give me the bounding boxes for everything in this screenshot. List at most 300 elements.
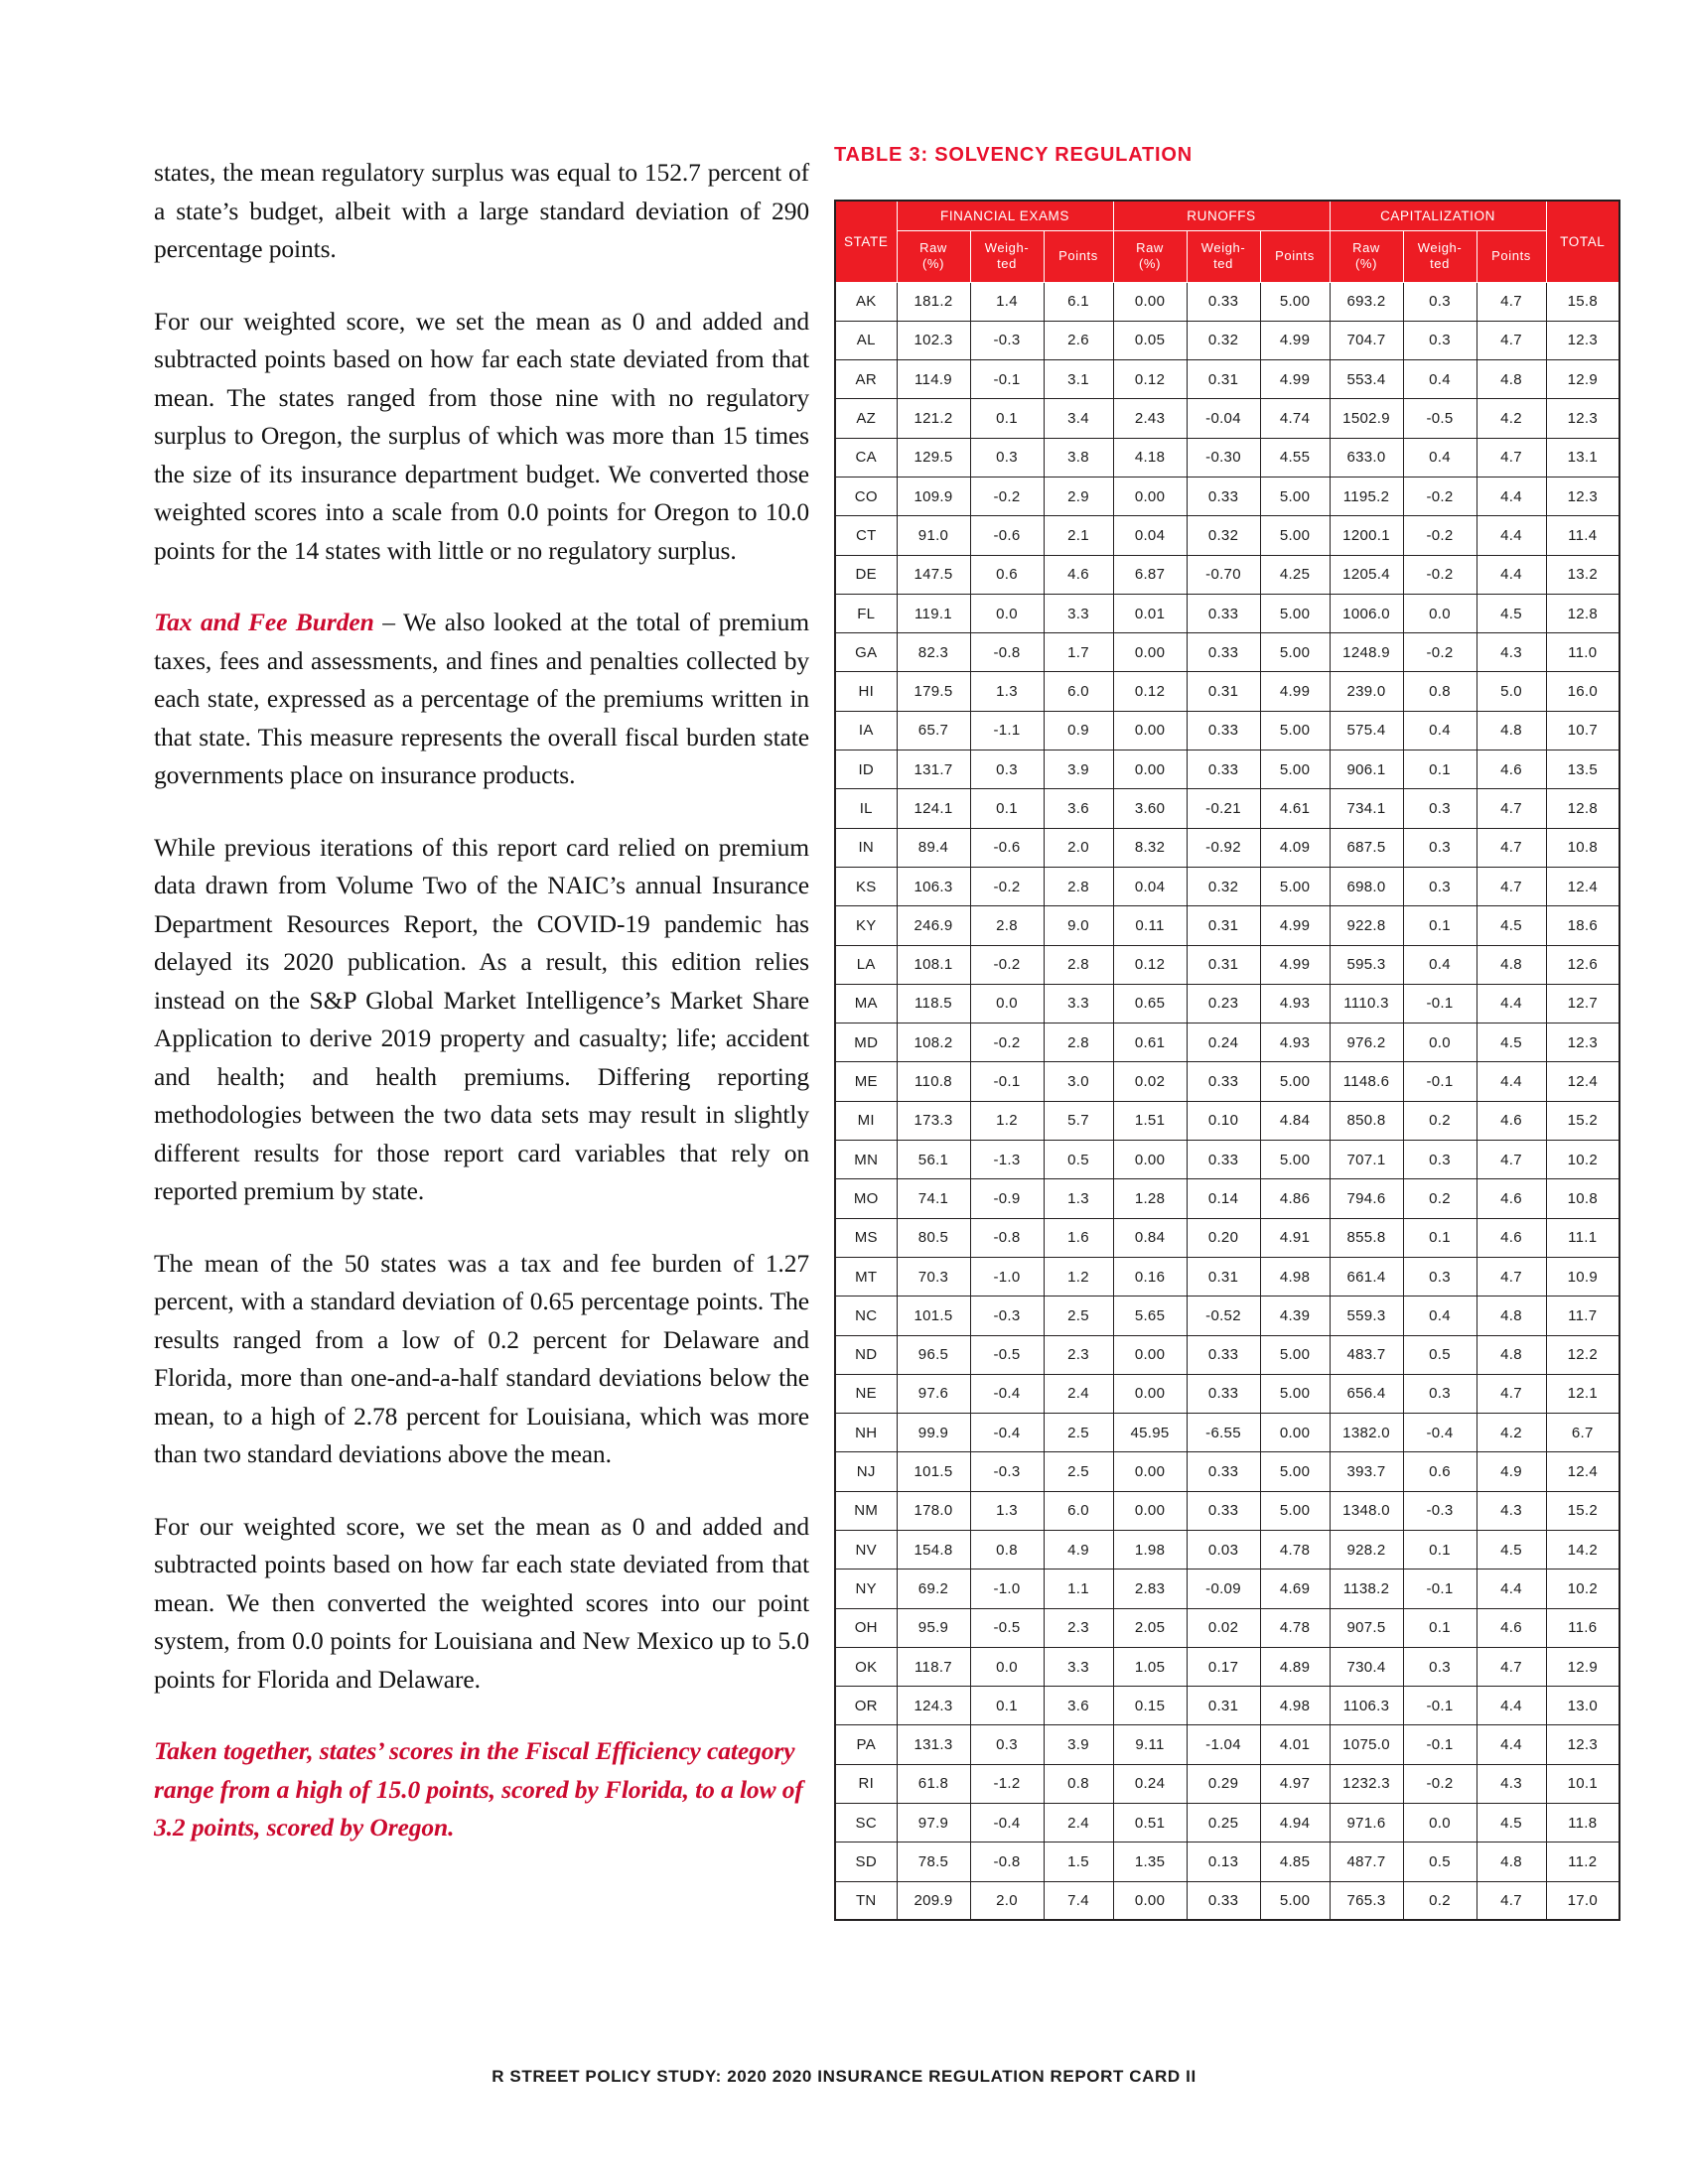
cell-total: 11.6 xyxy=(1546,1608,1619,1647)
cell-ro-weighted: 0.33 xyxy=(1187,1062,1260,1101)
cell-fe-raw: 124.3 xyxy=(897,1687,970,1725)
cell-state: NH xyxy=(835,1414,897,1452)
cell-total: 14.2 xyxy=(1546,1531,1619,1570)
cell-ro-raw: 2.05 xyxy=(1113,1608,1187,1647)
cell-fe-points: 2.3 xyxy=(1044,1608,1113,1647)
cell-fe-weighted: 0.3 xyxy=(970,751,1044,789)
cell-state: PA xyxy=(835,1725,897,1764)
cell-total: 15.2 xyxy=(1546,1101,1619,1140)
cell-state: GA xyxy=(835,633,897,672)
cell-cap-raw: 1348.0 xyxy=(1330,1491,1403,1530)
cell-cap-weighted: -0.2 xyxy=(1403,1764,1477,1803)
cell-cap-weighted: -0.3 xyxy=(1403,1491,1477,1530)
paragraph-1: states, the mean regulatory surplus was equal to 152.7 percent of a state’s budget, albeit with a large standard deviation of 290 percentage points. xyxy=(154,158,809,263)
cell-ro-raw: 0.65 xyxy=(1113,984,1187,1023)
table-row xyxy=(835,711,1619,750)
table-header xyxy=(835,201,1619,282)
cell-fe-weighted: -0.2 xyxy=(970,1024,1044,1062)
cell-fe-points: 1.1 xyxy=(1044,1570,1113,1608)
cell-cap-raw: 707.1 xyxy=(1330,1141,1403,1179)
cell-state: OK xyxy=(835,1647,897,1686)
cell-ro-points: 4.98 xyxy=(1260,1687,1330,1725)
cell-ro-weighted: -0.30 xyxy=(1187,438,1260,477)
cell-state: NY xyxy=(835,1570,897,1608)
table-row xyxy=(835,1179,1619,1218)
cell-ro-points: 4.93 xyxy=(1260,984,1330,1023)
cell-fe-raw: 91.0 xyxy=(897,516,970,555)
cell-fe-weighted: -0.4 xyxy=(970,1804,1044,1843)
table-row xyxy=(835,477,1619,515)
cell-cap-raw: 693.2 xyxy=(1330,282,1403,321)
cell-state: AL xyxy=(835,321,897,359)
cell-total: 13.5 xyxy=(1546,751,1619,789)
cell-ro-points: 5.00 xyxy=(1260,282,1330,321)
table-row xyxy=(835,282,1619,321)
cell-ro-raw: 1.28 xyxy=(1113,1179,1187,1218)
cell-fe-weighted: 2.0 xyxy=(970,1881,1044,1920)
cell-ro-raw: 1.35 xyxy=(1113,1843,1187,1881)
cell-fe-points: 2.4 xyxy=(1044,1804,1113,1843)
cell-fe-weighted: 0.0 xyxy=(970,984,1044,1023)
cell-total: 10.7 xyxy=(1546,711,1619,750)
cell-cap-raw: 698.0 xyxy=(1330,867,1403,905)
cell-total: 12.2 xyxy=(1546,1335,1619,1374)
column-group-runoffs: RUNOFFS xyxy=(1113,201,1330,230)
cell-total: 17.0 xyxy=(1546,1881,1619,1920)
cell-fe-points: 0.5 xyxy=(1044,1141,1113,1179)
cell-cap-points: 4.4 xyxy=(1477,1725,1546,1764)
cell-fe-weighted: -0.8 xyxy=(970,1218,1044,1257)
cell-total: 6.7 xyxy=(1546,1414,1619,1452)
cell-cap-points: 4.3 xyxy=(1477,1491,1546,1530)
cell-fe-points: 3.0 xyxy=(1044,1062,1113,1101)
cell-total: 12.3 xyxy=(1546,1024,1619,1062)
cell-fe-points: 6.1 xyxy=(1044,282,1113,321)
cell-ro-weighted: 0.33 xyxy=(1187,477,1260,515)
cell-fe-weighted: 0.0 xyxy=(970,1647,1044,1686)
cell-fe-raw: 99.9 xyxy=(897,1414,970,1452)
cell-ro-weighted: -1.04 xyxy=(1187,1725,1260,1764)
cell-ro-weighted: 0.29 xyxy=(1187,1764,1260,1803)
table-row xyxy=(835,1608,1619,1647)
cell-ro-weighted: 0.33 xyxy=(1187,1374,1260,1413)
cell-fe-points: 2.8 xyxy=(1044,945,1113,984)
cell-ro-weighted: 0.24 xyxy=(1187,1024,1260,1062)
cell-fe-weighted: -0.3 xyxy=(970,321,1044,359)
cell-cap-raw: 1195.2 xyxy=(1330,477,1403,515)
cell-cap-weighted: 0.2 xyxy=(1403,1881,1477,1920)
cell-cap-points: 4.8 xyxy=(1477,1843,1546,1881)
cell-ro-points: 5.00 xyxy=(1260,1335,1330,1374)
table-row xyxy=(835,516,1619,555)
cell-ro-raw: 0.04 xyxy=(1113,867,1187,905)
cell-fe-raw: 118.5 xyxy=(897,984,970,1023)
cell-ro-points: 0.00 xyxy=(1260,1414,1330,1452)
cell-total: 11.7 xyxy=(1546,1297,1619,1335)
cell-ro-weighted: 0.33 xyxy=(1187,1491,1260,1530)
cell-cap-points: 4.2 xyxy=(1477,399,1546,438)
cell-fe-raw: 131.3 xyxy=(897,1725,970,1764)
cell-fe-points: 1.2 xyxy=(1044,1257,1113,1296)
cell-state: SD xyxy=(835,1843,897,1881)
cell-fe-points: 6.0 xyxy=(1044,1491,1113,1530)
cell-cap-weighted: 0.3 xyxy=(1403,828,1477,867)
cell-fe-weighted: 0.3 xyxy=(970,1725,1044,1764)
cell-fe-weighted: -1.0 xyxy=(970,1570,1044,1608)
cell-state: SC xyxy=(835,1804,897,1843)
cell-state: ND xyxy=(835,1335,897,1374)
cell-total: 12.4 xyxy=(1546,1062,1619,1101)
cell-total: 12.1 xyxy=(1546,1374,1619,1413)
column-group-capitalization: CAPITALIZATION xyxy=(1330,201,1546,230)
cell-fe-raw: 95.9 xyxy=(897,1608,970,1647)
cell-fe-points: 3.3 xyxy=(1044,594,1113,632)
cell-cap-points: 4.5 xyxy=(1477,906,1546,945)
cell-state: ID xyxy=(835,751,897,789)
cell-ro-weighted: 0.31 xyxy=(1187,1687,1260,1725)
cell-fe-weighted: -0.2 xyxy=(970,867,1044,905)
cell-fe-weighted: -1.2 xyxy=(970,1764,1044,1803)
cell-fe-raw: 101.5 xyxy=(897,1297,970,1335)
cell-ro-weighted: 0.33 xyxy=(1187,711,1260,750)
cell-fe-raw: 89.4 xyxy=(897,828,970,867)
cell-cap-weighted: 0.1 xyxy=(1403,1218,1477,1257)
cell-ro-points: 4.78 xyxy=(1260,1608,1330,1647)
paragraph-6: For our weighted score, we set the mean as 0 and added and subtracted points based on how far each state deviated from that mean. We then converted the weighted scores into our point system, from 0.0 points for Louisiana and New Mexico up to 5.0 points for Florida and Delaware. xyxy=(154,1511,809,1694)
cell-cap-points: 4.7 xyxy=(1477,438,1546,477)
cell-cap-raw: 633.0 xyxy=(1330,438,1403,477)
cell-fe-weighted: 0.0 xyxy=(970,594,1044,632)
cell-fe-raw: 114.9 xyxy=(897,360,970,399)
cell-total: 12.7 xyxy=(1546,984,1619,1023)
cell-ro-raw: 0.51 xyxy=(1113,1804,1187,1843)
cell-cap-raw: 850.8 xyxy=(1330,1101,1403,1140)
cell-total: 12.9 xyxy=(1546,360,1619,399)
cell-ro-raw: 0.12 xyxy=(1113,360,1187,399)
table-row xyxy=(835,1374,1619,1413)
column-header-ro-weighted: Weigh- ted xyxy=(1187,230,1260,282)
cell-ro-weighted: 0.14 xyxy=(1187,1179,1260,1218)
column-header-cap-points: Points xyxy=(1477,230,1546,282)
cell-ro-points: 5.00 xyxy=(1260,1141,1330,1179)
cell-cap-weighted: 0.3 xyxy=(1403,1141,1477,1179)
cell-fe-points: 9.0 xyxy=(1044,906,1113,945)
cell-fe-points: 3.8 xyxy=(1044,438,1113,477)
cell-ro-points: 5.00 xyxy=(1260,633,1330,672)
cell-fe-points: 2.8 xyxy=(1044,1024,1113,1062)
cell-total: 13.0 xyxy=(1546,1687,1619,1725)
cell-fe-raw: 118.7 xyxy=(897,1647,970,1686)
cell-fe-weighted: -0.4 xyxy=(970,1374,1044,1413)
cell-fe-raw: 69.2 xyxy=(897,1570,970,1608)
cell-ro-weighted: -0.21 xyxy=(1187,789,1260,828)
cell-ro-points: 4.84 xyxy=(1260,1101,1330,1140)
cell-fe-raw: 173.3 xyxy=(897,1101,970,1140)
cell-fe-raw: 82.3 xyxy=(897,633,970,672)
cell-cap-weighted: 0.1 xyxy=(1403,1608,1477,1647)
cell-fe-weighted: -0.5 xyxy=(970,1335,1044,1374)
cell-cap-raw: 704.7 xyxy=(1330,321,1403,359)
cell-cap-raw: 906.1 xyxy=(1330,751,1403,789)
cell-fe-raw: 246.9 xyxy=(897,906,970,945)
column-header-state: STATE xyxy=(835,201,897,282)
cell-cap-weighted: -0.1 xyxy=(1403,1725,1477,1764)
cell-cap-weighted: 0.5 xyxy=(1403,1335,1477,1374)
table-row xyxy=(835,751,1619,789)
cell-total: 12.3 xyxy=(1546,477,1619,515)
cell-ro-points: 4.89 xyxy=(1260,1647,1330,1686)
cell-ro-points: 4.01 xyxy=(1260,1725,1330,1764)
cell-cap-raw: 794.6 xyxy=(1330,1179,1403,1218)
cell-ro-weighted: 0.33 xyxy=(1187,594,1260,632)
cell-cap-weighted: 0.4 xyxy=(1403,360,1477,399)
cell-state: OH xyxy=(835,1608,897,1647)
cell-fe-raw: 61.8 xyxy=(897,1764,970,1803)
solvency-regulation-table xyxy=(834,200,1620,1921)
cell-ro-raw: 0.00 xyxy=(1113,477,1187,515)
cell-total: 10.8 xyxy=(1546,828,1619,867)
cell-ro-weighted: 0.33 xyxy=(1187,751,1260,789)
cell-cap-weighted: -0.1 xyxy=(1403,984,1477,1023)
cell-total: 10.2 xyxy=(1546,1141,1619,1179)
cell-total: 11.0 xyxy=(1546,633,1619,672)
cell-ro-points: 5.00 xyxy=(1260,1452,1330,1491)
cell-state: HI xyxy=(835,672,897,711)
cell-fe-raw: 109.9 xyxy=(897,477,970,515)
cell-fe-points: 6.0 xyxy=(1044,672,1113,711)
cell-state: MA xyxy=(835,984,897,1023)
cell-total: 16.0 xyxy=(1546,672,1619,711)
cell-cap-weighted: -0.5 xyxy=(1403,399,1477,438)
cell-cap-raw: 483.7 xyxy=(1330,1335,1403,1374)
cell-fe-points: 3.3 xyxy=(1044,984,1113,1023)
cell-fe-points: 3.1 xyxy=(1044,360,1113,399)
cell-ro-raw: 0.01 xyxy=(1113,594,1187,632)
cell-ro-points: 4.86 xyxy=(1260,1179,1330,1218)
cell-total: 18.6 xyxy=(1546,906,1619,945)
cell-cap-weighted: -0.1 xyxy=(1403,1062,1477,1101)
cell-cap-points: 4.7 xyxy=(1477,867,1546,905)
cell-state: ME xyxy=(835,1062,897,1101)
cell-ro-raw: 0.84 xyxy=(1113,1218,1187,1257)
cell-total: 10.2 xyxy=(1546,1570,1619,1608)
paragraph-2: For our weighted score, we set the mean as 0 and added and subtracted points based on how far each state deviated from that mean. The states ranged from those nine with no regulatory surplus to Oregon, the surplus of which was more than 15 times the size of its insurance department budget. We converted those weighted scores into a scale from 0.0 points for Oregon to 10.0 points for the 14 states with little or no regulatory surplus. xyxy=(154,306,809,565)
cell-state: OR xyxy=(835,1687,897,1725)
cell-fe-weighted: -0.3 xyxy=(970,1452,1044,1491)
table-row xyxy=(835,1531,1619,1570)
cell-total: 13.2 xyxy=(1546,555,1619,594)
table-row xyxy=(835,1062,1619,1101)
cell-ro-raw: 0.00 xyxy=(1113,1452,1187,1491)
cell-fe-points: 2.5 xyxy=(1044,1414,1113,1452)
cell-ro-points: 4.85 xyxy=(1260,1843,1330,1881)
cell-ro-raw: 0.00 xyxy=(1113,1141,1187,1179)
cell-total: 15.8 xyxy=(1546,282,1619,321)
cell-fe-raw: 97.9 xyxy=(897,1804,970,1843)
cell-ro-raw: 0.12 xyxy=(1113,945,1187,984)
cell-state: MO xyxy=(835,1179,897,1218)
cell-fe-raw: 179.5 xyxy=(897,672,970,711)
cell-cap-points: 4.4 xyxy=(1477,516,1546,555)
cell-cap-points: 4.6 xyxy=(1477,1101,1546,1140)
table-row xyxy=(835,1024,1619,1062)
column-header-total: TOTAL xyxy=(1546,201,1619,282)
cell-ro-raw: 1.05 xyxy=(1113,1647,1187,1686)
cell-cap-raw: 1138.2 xyxy=(1330,1570,1403,1608)
table-row xyxy=(835,789,1619,828)
cell-ro-points: 4.91 xyxy=(1260,1218,1330,1257)
cell-fe-raw: 131.7 xyxy=(897,751,970,789)
cell-ro-points: 5.00 xyxy=(1260,477,1330,515)
cell-ro-weighted: 0.31 xyxy=(1187,906,1260,945)
cell-cap-raw: 1205.4 xyxy=(1330,555,1403,594)
cell-cap-weighted: 0.8 xyxy=(1403,672,1477,711)
page-footer: R STREET POLICY STUDY: 2020 2020 INSURANCE REGULATION REPORT CARD II xyxy=(492,2067,1196,2086)
cell-ro-raw: 0.24 xyxy=(1113,1764,1187,1803)
cell-ro-points: 5.00 xyxy=(1260,1062,1330,1101)
cell-total: 12.3 xyxy=(1546,399,1619,438)
cell-cap-weighted: -0.2 xyxy=(1403,555,1477,594)
cell-state: CA xyxy=(835,438,897,477)
cell-total: 12.3 xyxy=(1546,321,1619,359)
cell-ro-weighted: 0.02 xyxy=(1187,1608,1260,1647)
table-row xyxy=(835,1764,1619,1803)
table-row xyxy=(835,1335,1619,1374)
cell-ro-weighted: 0.31 xyxy=(1187,672,1260,711)
cell-ro-raw: 0.00 xyxy=(1113,282,1187,321)
fiscal-efficiency-summary-note: Taken together, states’ scores in the Fiscal Efficiency category range from a high of 15.0 points, scored by Florida, to a low of 3.2 points, scored by Oregon. xyxy=(154,1736,803,1842)
cell-cap-weighted: 0.3 xyxy=(1403,789,1477,828)
cell-fe-raw: 209.9 xyxy=(897,1881,970,1920)
cell-ro-points: 4.99 xyxy=(1260,321,1330,359)
cell-fe-raw: 129.5 xyxy=(897,438,970,477)
cell-fe-points: 1.6 xyxy=(1044,1218,1113,1257)
cell-cap-weighted: -0.1 xyxy=(1403,1570,1477,1608)
cell-fe-points: 2.0 xyxy=(1044,828,1113,867)
cell-ro-points: 5.00 xyxy=(1260,1491,1330,1530)
cell-total: 15.2 xyxy=(1546,1491,1619,1530)
cell-total: 13.1 xyxy=(1546,438,1619,477)
cell-cap-raw: 971.6 xyxy=(1330,1804,1403,1843)
cell-ro-raw: 2.83 xyxy=(1113,1570,1187,1608)
cell-cap-weighted: 0.4 xyxy=(1403,945,1477,984)
cell-ro-raw: 3.60 xyxy=(1113,789,1187,828)
cell-state: MS xyxy=(835,1218,897,1257)
cell-state: NV xyxy=(835,1531,897,1570)
cell-cap-weighted: -0.2 xyxy=(1403,477,1477,515)
cell-ro-weighted: 0.32 xyxy=(1187,321,1260,359)
table-row xyxy=(835,594,1619,632)
cell-cap-points: 4.7 xyxy=(1477,1141,1546,1179)
cell-cap-weighted: 0.6 xyxy=(1403,1452,1477,1491)
cell-ro-weighted: 0.32 xyxy=(1187,516,1260,555)
cell-cap-weighted: -0.4 xyxy=(1403,1414,1477,1452)
cell-cap-raw: 907.5 xyxy=(1330,1608,1403,1647)
cell-fe-weighted: -0.5 xyxy=(970,1608,1044,1647)
cell-cap-points: 4.4 xyxy=(1477,984,1546,1023)
cell-ro-weighted: -0.52 xyxy=(1187,1297,1260,1335)
cell-ro-points: 4.74 xyxy=(1260,399,1330,438)
cell-fe-weighted: -0.6 xyxy=(970,828,1044,867)
cell-ro-points: 4.39 xyxy=(1260,1297,1330,1335)
cell-fe-weighted: 1.3 xyxy=(970,1491,1044,1530)
cell-cap-raw: 661.4 xyxy=(1330,1257,1403,1296)
table-row xyxy=(835,1647,1619,1686)
cell-ro-weighted: 0.25 xyxy=(1187,1804,1260,1843)
cell-state: NJ xyxy=(835,1452,897,1491)
cell-fe-points: 0.9 xyxy=(1044,711,1113,750)
paragraph-3 xyxy=(154,604,809,795)
column-header-ro-points: Points xyxy=(1260,230,1330,282)
cell-ro-points: 4.97 xyxy=(1260,1764,1330,1803)
cell-ro-points: 5.00 xyxy=(1260,711,1330,750)
cell-ro-raw: 0.00 xyxy=(1113,1374,1187,1413)
cell-cap-points: 4.8 xyxy=(1477,360,1546,399)
cell-cap-raw: 734.1 xyxy=(1330,789,1403,828)
column-header-ro-raw: Raw (%) xyxy=(1113,230,1187,282)
table-row xyxy=(835,633,1619,672)
cell-ro-weighted: 0.10 xyxy=(1187,1101,1260,1140)
cell-fe-points: 2.5 xyxy=(1044,1452,1113,1491)
cell-total: 10.8 xyxy=(1546,1179,1619,1218)
cell-cap-points: 4.4 xyxy=(1477,1062,1546,1101)
cell-cap-raw: 1110.3 xyxy=(1330,984,1403,1023)
cell-ro-raw: 1.51 xyxy=(1113,1101,1187,1140)
cell-state: NM xyxy=(835,1491,897,1530)
cell-cap-points: 4.7 xyxy=(1477,1257,1546,1296)
cell-fe-points: 3.4 xyxy=(1044,399,1113,438)
cell-cap-raw: 922.8 xyxy=(1330,906,1403,945)
cell-cap-weighted: 0.4 xyxy=(1403,438,1477,477)
cell-state: LA xyxy=(835,945,897,984)
table-row xyxy=(835,1881,1619,1920)
cell-cap-weighted: 0.3 xyxy=(1403,1374,1477,1413)
cell-fe-weighted: 0.8 xyxy=(970,1531,1044,1570)
cell-fe-raw: 119.1 xyxy=(897,594,970,632)
cell-fe-raw: 110.8 xyxy=(897,1062,970,1101)
cell-cap-weighted: 0.3 xyxy=(1403,282,1477,321)
cell-ro-raw: 4.18 xyxy=(1113,438,1187,477)
cell-ro-raw: 0.00 xyxy=(1113,1335,1187,1374)
cell-fe-raw: 106.3 xyxy=(897,867,970,905)
column-header-cap-weighted: Weigh- ted xyxy=(1403,230,1477,282)
cell-ro-points: 4.69 xyxy=(1260,1570,1330,1608)
cell-ro-raw: 0.00 xyxy=(1113,633,1187,672)
cell-fe-raw: 70.3 xyxy=(897,1257,970,1296)
cell-cap-points: 5.0 xyxy=(1477,672,1546,711)
cell-cap-weighted: 0.3 xyxy=(1403,1647,1477,1686)
cell-ro-raw: 0.16 xyxy=(1113,1257,1187,1296)
table-row xyxy=(835,360,1619,399)
cell-total: 12.4 xyxy=(1546,867,1619,905)
cell-fe-points: 3.6 xyxy=(1044,789,1113,828)
cell-cap-points: 4.4 xyxy=(1477,1687,1546,1725)
cell-state: MN xyxy=(835,1141,897,1179)
cell-state: TN xyxy=(835,1881,897,1920)
table-row xyxy=(835,1414,1619,1452)
cell-cap-points: 4.5 xyxy=(1477,1804,1546,1843)
cell-ro-raw: 0.00 xyxy=(1113,1881,1187,1920)
cell-fe-weighted: -0.4 xyxy=(970,1414,1044,1452)
cell-ro-raw: 0.00 xyxy=(1113,751,1187,789)
table-row xyxy=(835,1297,1619,1335)
cell-ro-weighted: 0.31 xyxy=(1187,360,1260,399)
cell-state: CO xyxy=(835,477,897,515)
column-header-fe-points: Points xyxy=(1044,230,1113,282)
cell-cap-weighted: 0.3 xyxy=(1403,867,1477,905)
table-row xyxy=(835,1843,1619,1881)
cell-fe-weighted: -0.6 xyxy=(970,516,1044,555)
